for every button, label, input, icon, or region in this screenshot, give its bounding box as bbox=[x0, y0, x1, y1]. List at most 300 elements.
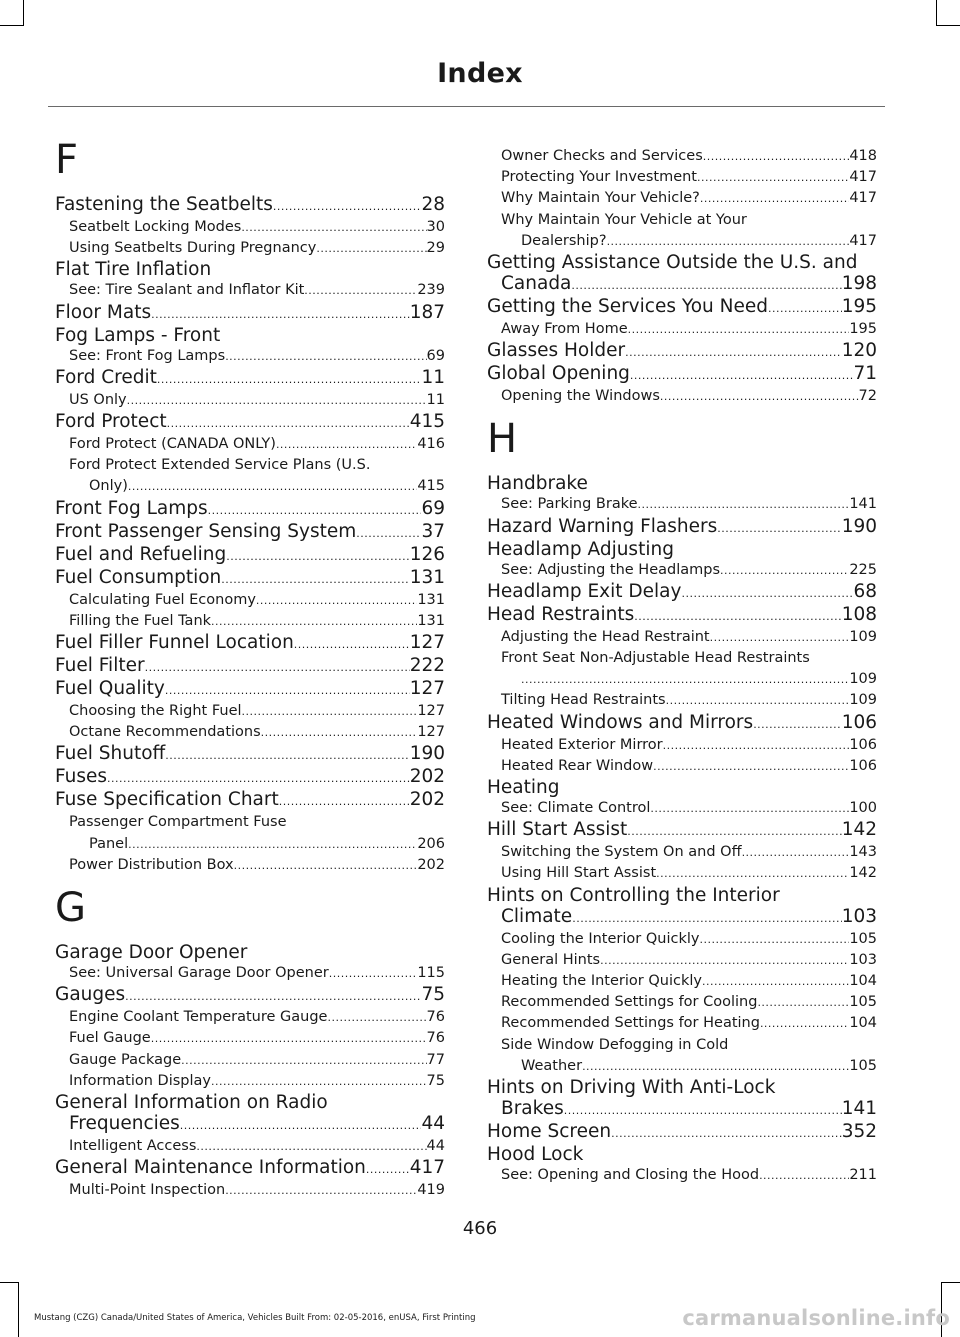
entry-title: Hill Start Assist bbox=[487, 819, 628, 841]
index-entry: Hood Lock bbox=[487, 1144, 584, 1166]
entry-title: Glasses Holder bbox=[487, 340, 626, 362]
dot-leader bbox=[151, 1028, 427, 1049]
dot-leader bbox=[151, 304, 410, 325]
dot-leader bbox=[304, 280, 417, 301]
entry-title: Calculating Fuel Economy bbox=[69, 591, 256, 608]
entry-page: 142 bbox=[841, 819, 877, 841]
dot-leader bbox=[242, 701, 418, 722]
entry-title: Fuel Filter bbox=[55, 655, 145, 677]
entry-page: 222 bbox=[409, 655, 445, 677]
index-subentry[interactable] bbox=[487, 1165, 877, 1186]
dot-leader bbox=[256, 590, 417, 611]
dot-leader bbox=[572, 908, 841, 929]
page-title: Index bbox=[437, 58, 523, 89]
entry-page: 109 bbox=[849, 692, 877, 709]
entry-title: Getting the Services You Need bbox=[487, 296, 768, 318]
entry-page: 206 bbox=[417, 835, 445, 852]
entry-page: 195 bbox=[841, 296, 877, 318]
entry-title: See: Parking Brake bbox=[501, 496, 638, 513]
index-subentry[interactable] bbox=[55, 590, 445, 611]
crop-mark bbox=[0, 1282, 19, 1283]
index-subentry: Front Seat Non-Adjustable Head Restraints bbox=[501, 650, 810, 667]
entry-page: 105 bbox=[849, 994, 877, 1011]
dot-leader bbox=[211, 611, 417, 632]
entry-title: General Hints bbox=[501, 951, 601, 968]
entry-page: 127 bbox=[409, 632, 445, 654]
entry-page: 143 bbox=[849, 844, 877, 861]
dot-leader bbox=[650, 798, 849, 819]
index-entry: Flat Tire Inflation bbox=[55, 259, 212, 281]
entry-title: Intelligent Access bbox=[69, 1138, 197, 1155]
dot-leader bbox=[128, 834, 417, 855]
index-column-right bbox=[487, 146, 877, 1186]
dot-leader bbox=[753, 714, 842, 735]
entry-title: Panel bbox=[89, 835, 129, 852]
index-subentry-continued[interactable] bbox=[487, 669, 877, 690]
entry-page: 103 bbox=[849, 951, 877, 968]
entry-page: 211 bbox=[849, 1167, 877, 1184]
dot-leader bbox=[366, 1159, 410, 1180]
entry-title: See: Opening and Closing the Hood bbox=[501, 1167, 760, 1184]
entry-page: 11 bbox=[421, 366, 445, 388]
index-entry[interactable] bbox=[55, 544, 445, 567]
entry-title: Frequencies bbox=[69, 1113, 180, 1135]
entry-page: 77 bbox=[426, 1051, 445, 1068]
entry-page: 44 bbox=[426, 1138, 445, 1155]
entry-page: 28 bbox=[421, 194, 445, 215]
index-subentry[interactable] bbox=[55, 1071, 445, 1092]
entry-page: 142 bbox=[849, 865, 877, 882]
index-entry: Fog Lamps - Front bbox=[55, 324, 221, 346]
entry-title: Fuel Filler Funnel Location bbox=[55, 632, 294, 654]
index-entry[interactable] bbox=[55, 521, 445, 544]
index-entry[interactable] bbox=[55, 655, 445, 678]
dot-leader bbox=[208, 500, 422, 521]
entry-title: See: Universal Garage Door Opener bbox=[69, 965, 329, 982]
entry-title: Seatbelt Locking Modes bbox=[69, 219, 242, 235]
entry-title: Cooling the Interior Quickly bbox=[501, 930, 700, 947]
entry-title: Fastening the Seatbelts bbox=[55, 194, 273, 215]
index-entry-continued[interactable] bbox=[55, 1113, 445, 1136]
index-subentry: Why Maintain Your Vehicle at Your bbox=[501, 211, 747, 228]
index-entry[interactable] bbox=[55, 789, 445, 812]
entry-title: Heated Windows and Mirrors bbox=[487, 711, 754, 733]
index-entry[interactable] bbox=[55, 632, 445, 655]
index-entry[interactable] bbox=[55, 498, 445, 521]
entry-page: 30 bbox=[426, 219, 445, 235]
entry-title: Heating the Interior Quickly bbox=[501, 973, 702, 990]
entry-title: Information Display bbox=[69, 1072, 211, 1089]
entry-page: 69 bbox=[421, 497, 445, 519]
section-letter: G bbox=[55, 885, 86, 932]
dot-leader bbox=[653, 756, 849, 777]
entry-title: Dealership? bbox=[521, 232, 607, 249]
entry-title: US Only bbox=[69, 391, 127, 408]
index-entry: Heating bbox=[487, 777, 560, 799]
index-entry[interactable] bbox=[55, 194, 445, 217]
index-subentry[interactable] bbox=[55, 722, 445, 743]
entry-page: 127 bbox=[417, 703, 445, 720]
index-subentry[interactable] bbox=[55, 855, 445, 876]
entry-page: 72 bbox=[858, 388, 877, 405]
index-subentry[interactable] bbox=[487, 386, 877, 407]
dot-leader bbox=[681, 583, 853, 604]
entry-page: 202 bbox=[417, 856, 445, 873]
index-entry[interactable] bbox=[487, 581, 877, 604]
entry-page: 106 bbox=[841, 711, 877, 733]
index-subentry[interactable] bbox=[55, 390, 445, 411]
index-subentry-continued[interactable] bbox=[487, 231, 877, 252]
entry-title: Opening the Windows bbox=[501, 388, 660, 405]
crop-mark bbox=[23, 0, 24, 26]
index-entry-continued[interactable] bbox=[487, 906, 877, 929]
entry-page: 417 bbox=[409, 1157, 445, 1179]
index-entry: Headlamp Adjusting bbox=[487, 538, 674, 560]
dot-leader bbox=[241, 217, 426, 238]
index-subentry[interactable] bbox=[55, 1007, 445, 1028]
dot-leader bbox=[127, 390, 427, 411]
entry-title: Switching the System On and Off bbox=[501, 844, 742, 861]
dot-leader bbox=[316, 238, 426, 259]
index-subentry[interactable] bbox=[487, 842, 877, 863]
entry-page: 131 bbox=[417, 591, 445, 608]
index-subentry[interactable] bbox=[55, 434, 445, 455]
index-entry[interactable] bbox=[55, 411, 445, 434]
entry-page: 415 bbox=[417, 478, 445, 495]
watermark: carmanualsonline.info bbox=[682, 1306, 950, 1330]
entry-title: Adjusting the Head Restraint bbox=[501, 628, 710, 645]
dot-leader bbox=[710, 627, 850, 648]
index-subentry[interactable] bbox=[487, 1013, 877, 1034]
index-subentry[interactable] bbox=[55, 346, 445, 367]
entry-page: 127 bbox=[417, 724, 445, 741]
entry-page: 190 bbox=[409, 743, 445, 765]
index-subentry: Side Window Defogging in Cold bbox=[501, 1036, 729, 1053]
entry-page: 29 bbox=[426, 240, 445, 257]
dot-leader bbox=[600, 950, 849, 971]
dot-leader bbox=[225, 346, 426, 367]
entry-title: See: Climate Control bbox=[501, 800, 651, 817]
entry-page: 190 bbox=[841, 515, 877, 537]
entry-title: Choosing the Right Fuel bbox=[69, 703, 242, 720]
index-subentry[interactable] bbox=[487, 929, 877, 950]
dot-leader bbox=[571, 275, 841, 296]
dot-leader bbox=[663, 735, 850, 756]
entry-title: Brakes bbox=[501, 1098, 564, 1120]
entry-title: Owner Checks and Services bbox=[501, 148, 703, 164]
entry-title: Weather bbox=[521, 1057, 583, 1074]
footer-note: Mustang (CZG) Canada/United States of America, Vehicles Built From: 02-05-2016, enUSA, First Printing bbox=[34, 1313, 476, 1323]
entry-title: See: Tire Sealant and Inflator Kit bbox=[69, 282, 305, 299]
index-subentry: Ford Protect Extended Service Plans (U.S. bbox=[69, 457, 371, 474]
entry-title: Ford Protect (CANADA ONLY) bbox=[69, 436, 276, 453]
dot-leader bbox=[660, 386, 859, 407]
dot-leader bbox=[165, 680, 410, 701]
entry-page: 75 bbox=[421, 984, 445, 1006]
entry-page: 202 bbox=[409, 789, 445, 811]
section-letter: H bbox=[487, 416, 518, 463]
entry-title: Hazard Warning Flashers bbox=[487, 515, 718, 537]
dot-leader bbox=[607, 231, 850, 252]
index-subentry[interactable] bbox=[487, 494, 877, 515]
entry-title: Canada bbox=[501, 273, 572, 295]
dot-leader bbox=[125, 986, 421, 1007]
index-entry[interactable] bbox=[55, 1157, 445, 1180]
index-subentry[interactable] bbox=[55, 1028, 445, 1049]
index-entry[interactable] bbox=[55, 367, 445, 390]
index-subentry[interactable] bbox=[487, 146, 877, 167]
entry-title: Using Hill Start Assist bbox=[501, 865, 657, 882]
entry-page: 198 bbox=[841, 273, 877, 295]
entry-title: Using Seatbelts During Pregnancy bbox=[69, 240, 317, 257]
entry-page: 415 bbox=[409, 411, 445, 433]
index-subentry[interactable] bbox=[487, 690, 877, 711]
index-subentry[interactable] bbox=[487, 188, 877, 209]
entry-page: 37 bbox=[421, 520, 445, 542]
index-entry-continued[interactable] bbox=[487, 273, 877, 296]
index-entry[interactable] bbox=[487, 363, 877, 386]
dot-leader bbox=[181, 1050, 426, 1071]
entry-page: 126 bbox=[409, 543, 445, 565]
dot-leader bbox=[107, 768, 410, 789]
index-subentry[interactable] bbox=[487, 560, 877, 581]
entry-page: 100 bbox=[849, 800, 877, 817]
index-entry[interactable] bbox=[55, 302, 445, 325]
dot-leader bbox=[666, 690, 850, 711]
dot-leader bbox=[630, 365, 854, 386]
dot-leader bbox=[627, 821, 841, 842]
index-subentry[interactable] bbox=[487, 319, 877, 340]
entry-title: Recommended Settings for Cooling bbox=[501, 994, 758, 1011]
index-subentry[interactable] bbox=[55, 238, 445, 259]
crop-mark bbox=[18, 1282, 19, 1337]
index-entry: Garage Door Opener bbox=[55, 942, 248, 964]
index-subentry[interactable] bbox=[487, 971, 877, 992]
entry-page: 104 bbox=[849, 1015, 877, 1032]
page-number: 466 bbox=[462, 1218, 498, 1239]
index-subentry[interactable] bbox=[487, 735, 877, 756]
entry-title: Recommended Settings for Heating bbox=[501, 1015, 760, 1032]
index-subentry[interactable] bbox=[55, 1136, 445, 1157]
entry-page: 106 bbox=[849, 736, 877, 753]
dot-leader bbox=[703, 146, 850, 167]
index-subentry[interactable] bbox=[55, 611, 445, 632]
index-entry: Hints on Driving With Anti-Lock bbox=[487, 1077, 776, 1099]
index-subentry[interactable] bbox=[487, 167, 877, 188]
entry-title: Away From Home bbox=[501, 321, 628, 338]
entry-page: 69 bbox=[426, 347, 445, 364]
entry-title: Only) bbox=[89, 478, 128, 495]
entry-title: Climate bbox=[501, 905, 573, 927]
crop-mark bbox=[0, 25, 24, 26]
entry-title: Heated Rear Window bbox=[501, 757, 654, 774]
index-subentry[interactable] bbox=[487, 863, 877, 884]
entry-page: 71 bbox=[853, 363, 877, 385]
entry-page: 141 bbox=[849, 496, 877, 513]
header-rule bbox=[48, 106, 885, 107]
index-entry[interactable] bbox=[55, 678, 445, 701]
dot-leader bbox=[656, 863, 849, 884]
dot-leader bbox=[211, 1071, 427, 1092]
entry-title: Front Fog Lamps bbox=[55, 497, 208, 519]
dot-leader bbox=[157, 369, 422, 390]
entry-page: 103 bbox=[841, 905, 877, 927]
dot-leader bbox=[634, 606, 841, 627]
index-entry[interactable] bbox=[487, 296, 877, 319]
entry-title: Why Maintain Your Vehicle? bbox=[501, 190, 700, 207]
entry-page: 11 bbox=[426, 391, 445, 408]
entry-page: 109 bbox=[849, 628, 877, 645]
index-entry[interactable] bbox=[487, 819, 877, 842]
entry-page: 141 bbox=[841, 1098, 877, 1120]
index-subentry[interactable] bbox=[487, 756, 877, 777]
dot-leader bbox=[564, 1100, 842, 1121]
entry-page: 352 bbox=[841, 1121, 877, 1143]
entry-page: 417 bbox=[849, 169, 877, 186]
entry-page: 417 bbox=[849, 190, 877, 207]
index-entry[interactable] bbox=[55, 984, 445, 1007]
dot-leader bbox=[720, 560, 849, 581]
entry-title: Front Passenger Sensing System bbox=[55, 520, 357, 542]
dot-leader bbox=[521, 669, 849, 690]
entry-title: General Maintenance Information bbox=[55, 1157, 366, 1179]
entry-page: 106 bbox=[849, 757, 877, 774]
dot-leader bbox=[234, 855, 418, 876]
entry-page: 131 bbox=[409, 566, 445, 588]
index-subentry[interactable] bbox=[487, 627, 877, 648]
entry-page: 419 bbox=[417, 1182, 445, 1199]
entry-title: Head Restraints bbox=[487, 603, 635, 625]
dot-leader bbox=[760, 1013, 849, 1034]
dot-leader bbox=[273, 196, 422, 217]
entry-page: 68 bbox=[853, 580, 877, 602]
entry-page: 105 bbox=[849, 1057, 877, 1074]
index-subentry-continued[interactable] bbox=[55, 834, 445, 855]
index-entry-continued[interactable] bbox=[487, 1098, 877, 1121]
entry-title: Ford Credit bbox=[55, 366, 157, 388]
dot-leader bbox=[757, 992, 849, 1013]
dot-leader bbox=[221, 569, 409, 590]
index-subentry[interactable] bbox=[55, 1050, 445, 1071]
index-entry[interactable] bbox=[487, 516, 877, 539]
entry-title: Protecting Your Investment bbox=[501, 169, 697, 186]
entry-page: 108 bbox=[841, 603, 877, 625]
entry-page: 418 bbox=[849, 148, 877, 164]
dot-leader bbox=[225, 1180, 417, 1201]
dot-leader bbox=[294, 634, 410, 655]
entry-page: 44 bbox=[421, 1113, 445, 1135]
dot-leader bbox=[582, 1056, 849, 1077]
dot-leader bbox=[196, 1136, 426, 1157]
index-entry[interactable] bbox=[487, 340, 877, 363]
dot-leader bbox=[702, 971, 849, 992]
index-subentry[interactable] bbox=[55, 1180, 445, 1201]
index-subentry[interactable] bbox=[55, 217, 445, 238]
index-entry: General Information on Radio bbox=[55, 1092, 328, 1114]
index-entry[interactable] bbox=[487, 712, 877, 735]
entry-title: Octane Recommendations bbox=[69, 724, 261, 741]
entry-title: Power Distribution Box bbox=[69, 856, 234, 873]
dot-leader bbox=[128, 476, 417, 497]
entry-title: Fuse Specification Chart bbox=[55, 789, 279, 811]
entry-title: Floor Mats bbox=[55, 301, 152, 323]
index-entry[interactable] bbox=[55, 567, 445, 590]
index-entry[interactable] bbox=[487, 1121, 877, 1144]
entry-page: 120 bbox=[841, 340, 877, 362]
entry-page: 202 bbox=[409, 766, 445, 788]
entry-title: Gauge Package bbox=[69, 1051, 182, 1068]
entry-title: Fuel Consumption bbox=[55, 566, 222, 588]
index-subentry[interactable] bbox=[55, 963, 445, 984]
dot-leader bbox=[356, 523, 421, 544]
dot-leader bbox=[638, 494, 850, 515]
entry-page: 76 bbox=[426, 1030, 445, 1047]
entry-title: See: Front Fog Lamps bbox=[69, 347, 226, 364]
entry-page: 416 bbox=[417, 436, 445, 453]
dot-leader bbox=[279, 791, 410, 812]
entry-title: Home Screen bbox=[487, 1121, 612, 1143]
dot-leader bbox=[628, 319, 850, 340]
entry-page: 131 bbox=[417, 612, 445, 629]
entry-title: See: Adjusting the Headlamps bbox=[501, 561, 721, 578]
index-subentry[interactable] bbox=[487, 992, 877, 1013]
index-subentry-continued[interactable] bbox=[55, 476, 445, 497]
entry-page: 115 bbox=[417, 965, 445, 982]
entry-title: Filling the Fuel Tank bbox=[69, 612, 212, 629]
entry-title: Multi-Point Inspection bbox=[69, 1182, 226, 1199]
index-entry[interactable] bbox=[55, 743, 445, 766]
index-subentry[interactable] bbox=[55, 701, 445, 722]
index-subentry[interactable] bbox=[487, 950, 877, 971]
index-entry[interactable] bbox=[55, 766, 445, 789]
dot-leader bbox=[165, 745, 409, 766]
dot-leader bbox=[329, 963, 418, 984]
entry-page: 187 bbox=[409, 301, 445, 323]
entry-title: Fuel Quality bbox=[55, 678, 165, 700]
index-column-left bbox=[55, 128, 445, 1201]
index-entry: Handbrake bbox=[487, 473, 588, 495]
dot-leader bbox=[180, 1115, 422, 1136]
dot-leader bbox=[226, 546, 409, 567]
entry-title: Fuses bbox=[55, 766, 108, 788]
index-entry: Getting Assistance Outside the U.S. and bbox=[487, 252, 858, 274]
index-subentry: Passenger Compartment Fuse bbox=[69, 814, 287, 831]
entry-title: Ford Protect bbox=[55, 411, 167, 433]
dot-leader bbox=[625, 342, 842, 363]
entry-title: Headlamp Exit Delay bbox=[487, 580, 682, 602]
dot-leader bbox=[327, 1007, 426, 1028]
dot-leader bbox=[167, 413, 410, 434]
dot-leader bbox=[145, 657, 410, 678]
dot-leader bbox=[697, 167, 849, 188]
dot-leader bbox=[742, 842, 850, 863]
entry-page: 105 bbox=[849, 930, 877, 947]
dot-leader bbox=[717, 518, 841, 539]
index-subentry[interactable] bbox=[487, 798, 877, 819]
entry-title: Engine Coolant Temperature Gauge bbox=[69, 1009, 328, 1026]
index-subentry[interactable] bbox=[55, 280, 445, 301]
dot-leader bbox=[759, 1165, 849, 1186]
dot-leader bbox=[276, 434, 417, 455]
index-entry[interactable] bbox=[487, 604, 877, 627]
dot-leader bbox=[611, 1123, 842, 1144]
entry-page: 417 bbox=[849, 232, 877, 249]
index-subentry-continued[interactable] bbox=[487, 1056, 877, 1077]
entry-page: 239 bbox=[417, 282, 445, 299]
crop-mark bbox=[936, 25, 960, 26]
dot-leader bbox=[699, 929, 849, 950]
crop-mark bbox=[941, 1282, 960, 1283]
